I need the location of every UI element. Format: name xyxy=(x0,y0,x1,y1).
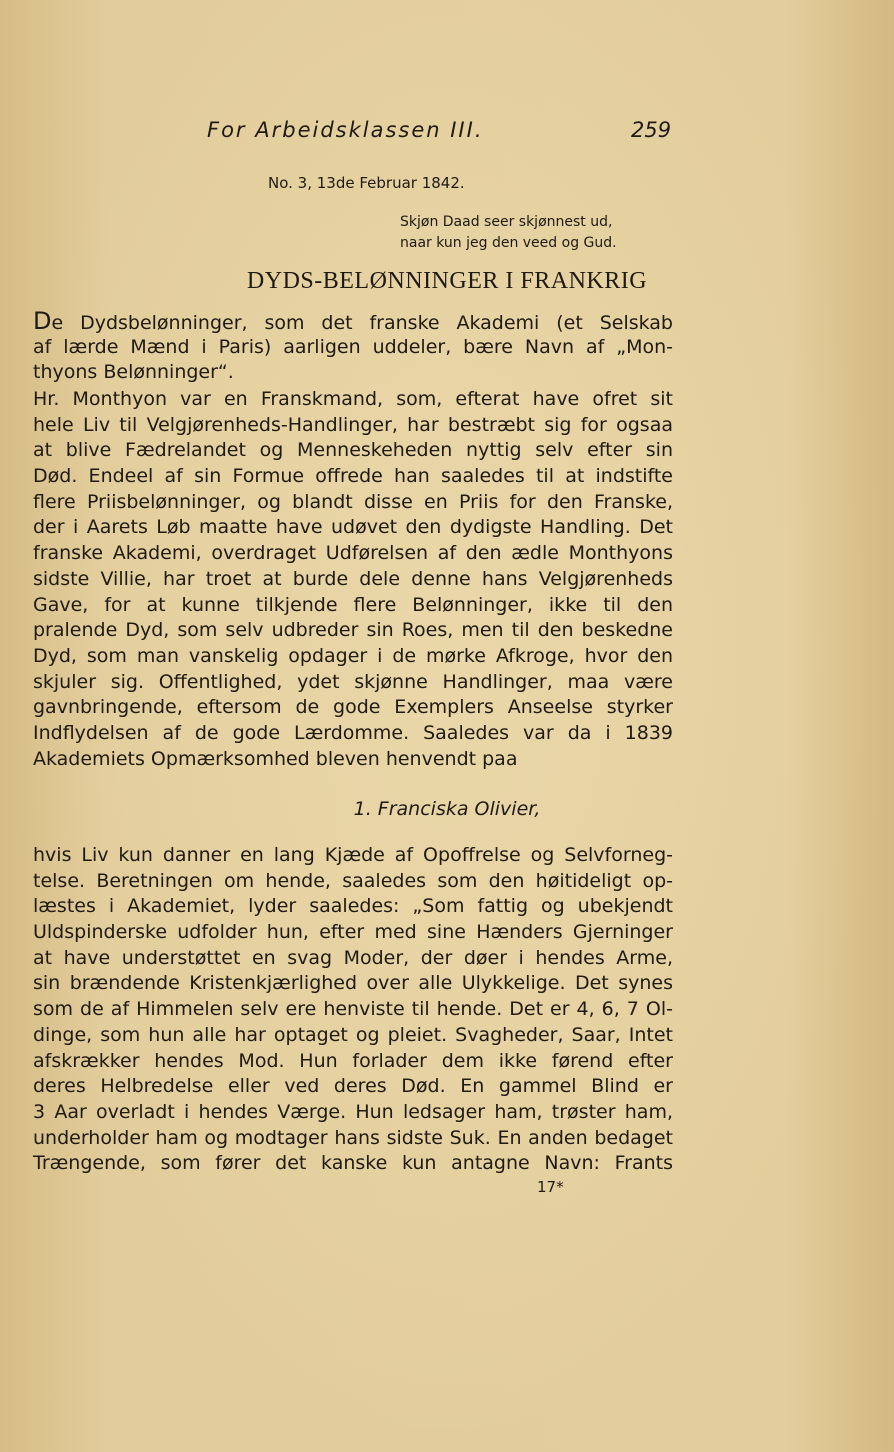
signature-mark: 17* xyxy=(537,1178,564,1196)
text-line: franske Akademi, overdraget Udførelsen af den ædle Monthyons xyxy=(33,542,673,565)
text-line: der i Aarets Løb maatte have udøvet den dydigste Handling. Det xyxy=(33,516,673,539)
drop-cap: D xyxy=(33,307,52,335)
text-line: som de af Himmelen selv ere henviste til hende. Det er 4, 6, 7 Ol- xyxy=(33,998,673,1021)
motto xyxy=(400,212,617,254)
text-line: deres Helbredelse eller ved deres Død. En gammel Blind er xyxy=(33,1075,673,1098)
text-line: læstes i Akademiet, lyder saaledes: „Som fattig og ubekjendt xyxy=(33,895,673,918)
text-line: flere Priisbelønninger, og blandt disse en Priis for den Franske, xyxy=(33,490,673,513)
text-line: Trængende, som fører det kanske kun antagne Navn: Frants xyxy=(33,1152,673,1175)
text-line: skjuler sig. Offentlighed, ydet skjønne Handlinger, maa være xyxy=(33,670,673,693)
text-line: Død. Endeel af sin Formue offrede han saaledes til at indstifte xyxy=(33,465,673,488)
text-line: sidste Villie, har troet at burde dele denne hans Velgjørenheds xyxy=(33,567,673,590)
text-line: Indflydelsen af de gode Lærdomme. Saaledes var da i 1839 xyxy=(33,721,673,744)
issue-line: No. 3, 13de Februar 1842. xyxy=(268,174,465,192)
text-line: Gave, for at kunne tilkjende flere Belønninger, ikke til den xyxy=(33,593,673,616)
motto-line: Skjøn Daad seer skjønnest ud, xyxy=(400,214,613,230)
article-title: DYDS-BELØNNINGER I FRANKRIG xyxy=(246,268,648,294)
text-line-content: e Dydsbelønninger, som det franske Akademi (et Selskab xyxy=(51,312,673,334)
text-line: at have understøttet en svag Moder, der døer i hendes Arme, xyxy=(33,946,673,969)
text-line: Uldspinderske udfolder hun, efter med sine Hænders Gjerninger xyxy=(33,921,673,944)
running-title: For Arbeidsklassen III. xyxy=(207,118,484,142)
subheading: 1. Franciska Olivier, xyxy=(353,798,541,820)
text-line xyxy=(33,309,673,335)
paragraph-intro xyxy=(33,309,673,386)
paragraph-olivier xyxy=(33,843,673,1177)
paragraph-monthyon xyxy=(33,387,673,772)
text-line: Hr. Monthyon var en Franskmand, som, efterat have ofret sit xyxy=(33,388,673,410)
text-line: underholder ham og modtager hans sidste Suk. En anden bedaget xyxy=(33,1126,673,1149)
running-head xyxy=(0,118,894,150)
text-line: at blive Fædrelandet og Menneskeheden nyttig selv efter sin xyxy=(33,439,673,462)
motto-line: naar kun jeg den veed og Gud. xyxy=(400,235,617,251)
text-line: Akademiets Opmærksomhed bleven henvendt paa xyxy=(33,747,518,770)
text-line: dinge, som hun alle har optaget og pleiet. Svagheder, Saar, Intet xyxy=(33,1023,673,1046)
text-line: af lærde Mænd i Paris) aarligen uddeler, bære Navn af „Mon- xyxy=(33,335,673,358)
text-line: telse. Beretningen om hende, saaledes som den høitideligt op- xyxy=(33,869,673,892)
text-line: hele Liv til Velgjørenheds-Handlinger, har bestræbt sig for ogsaa xyxy=(33,413,673,436)
text-line: gavnbringende, eftersom de gode Exemplers Anseelse styrker xyxy=(33,696,673,719)
text-line: 3 Aar overladt i hendes Værge. Hun ledsager ham, trøster ham, xyxy=(33,1100,673,1123)
text-line: Dyd, som man vanskelig opdager i de mørke Afkroge, hvor den xyxy=(33,644,673,667)
text-line: afskrækker hendes Mod. Hun forlader dem ikke førend efter xyxy=(33,1049,673,1072)
text-line: sin brændende Kristenkjærlighed over alle Ulykkelige. Det synes xyxy=(33,972,673,995)
text-line: pralende Dyd, som selv udbreder sin Roes, men til den beskedne xyxy=(33,619,673,642)
text-line: hvis Liv kun danner en lang Kjæde af Opoffrelse og Selvforneg- xyxy=(33,844,673,866)
page-number: 259 xyxy=(631,118,672,142)
text-line: thyons Belønninger“. xyxy=(33,361,234,384)
